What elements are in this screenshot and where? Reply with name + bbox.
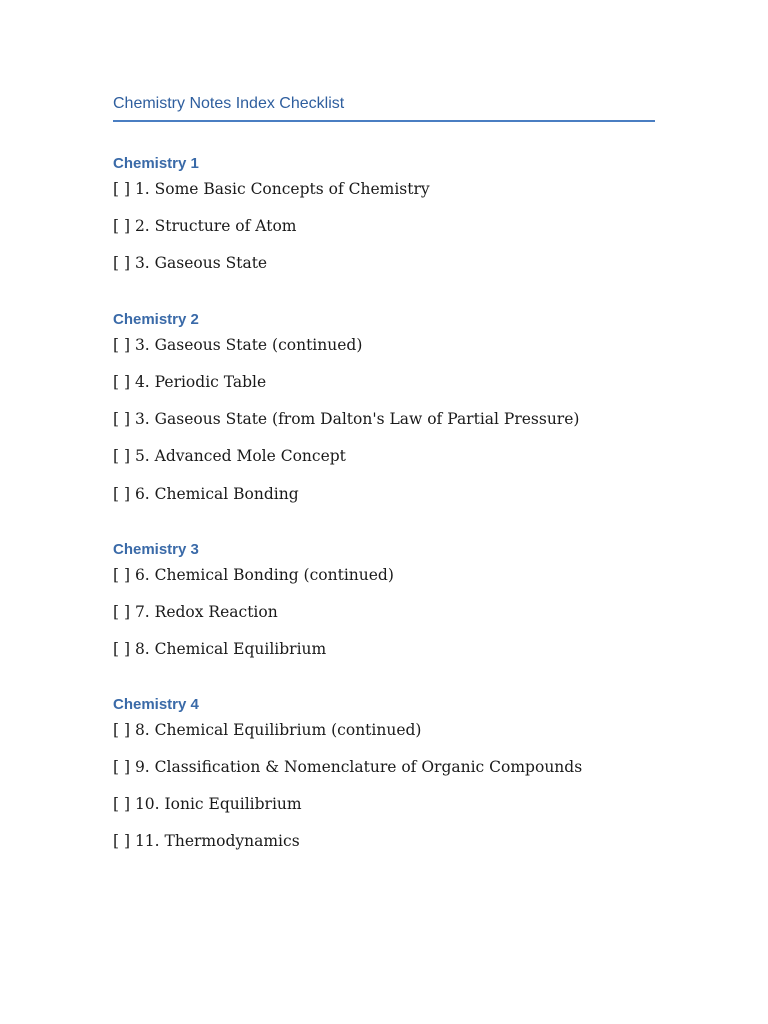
title-underline-rule <box>113 120 655 122</box>
checklist-item: [ ] 5. Advanced Mole Concept <box>113 447 346 465</box>
checklist-item: [ ] 8. Chemical Equilibrium <box>113 640 327 658</box>
checklist-item: [ ] 9. Classification & Nomenclature of Organic Compounds <box>113 758 583 776</box>
checklist-item: [ ] 10. Ionic Equilibrium <box>113 795 302 813</box>
checklist-item: [ ] 8. Chemical Equilibrium (continued) <box>113 721 422 739</box>
checklist-item: [ ] 2. Structure of Atom <box>113 217 297 235</box>
checklist-item: [ ] 3. Gaseous State (from Dalton's Law of Partial Pressure) <box>113 410 580 428</box>
section-heading-chemistry-3: Chemistry 3 <box>113 541 199 558</box>
checklist-item: [ ] 4. Periodic Table <box>113 373 267 391</box>
checklist-item: [ ] 7. Redox Reaction <box>113 603 278 621</box>
checklist-item: [ ] 1. Some Basic Concepts of Chemistry <box>113 180 430 198</box>
section-heading-chemistry-1: Chemistry 1 <box>113 155 199 172</box>
section-heading-chemistry-2: Chemistry 2 <box>113 311 199 328</box>
checklist-item: [ ] 6. Chemical Bonding (continued) <box>113 566 394 584</box>
document-title: Chemistry Notes Index Checklist <box>113 95 345 112</box>
checklist-item: [ ] 11. Thermodynamics <box>113 832 300 850</box>
checklist-item: [ ] 3. Gaseous State (continued) <box>113 336 363 354</box>
section-heading-chemistry-4: Chemistry 4 <box>113 696 199 713</box>
checklist-item: [ ] 3. Gaseous State <box>113 254 268 272</box>
checklist-item: [ ] 6. Chemical Bonding <box>113 485 299 503</box>
